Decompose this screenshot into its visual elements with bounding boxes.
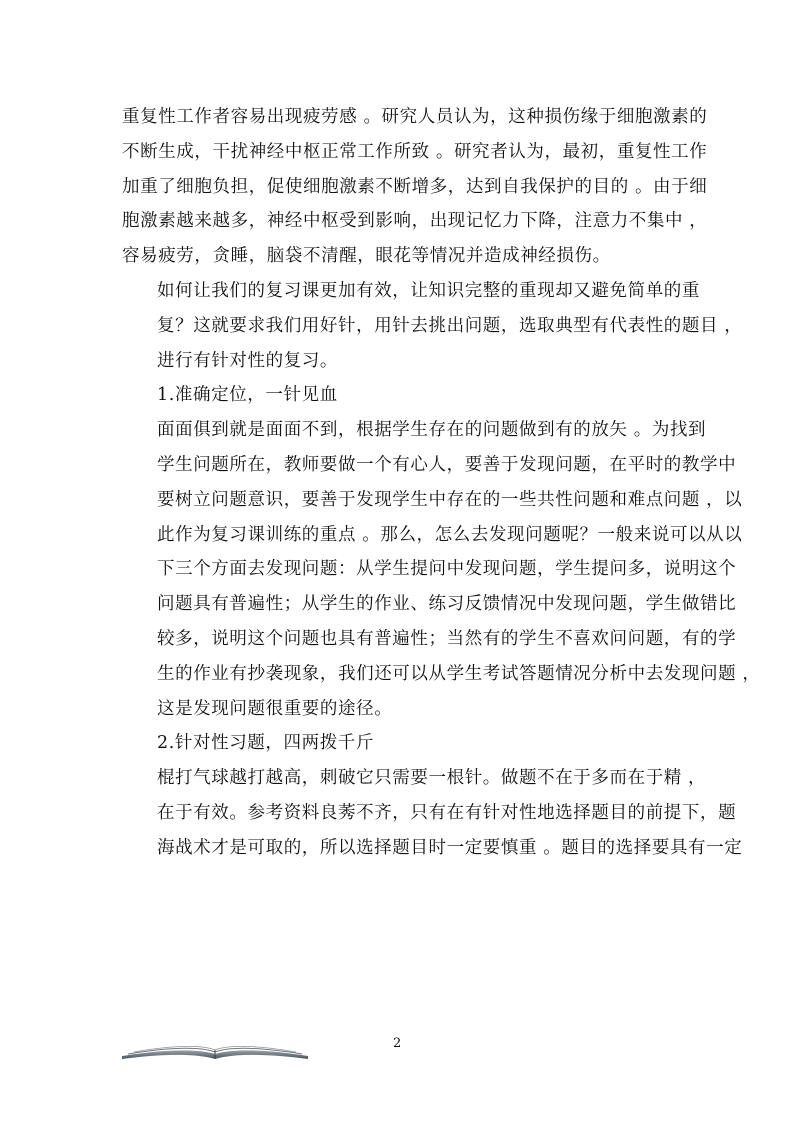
- open-book-icon: [120, 1040, 310, 1060]
- text-line: 1.准确定位，一针见血: [157, 385, 338, 406]
- text-line: 重复性工作者容易出现疲劳感 。研究人员认为，这种损伤缘于细胞激素的: [122, 107, 708, 127]
- text-line: 如何让我们的复习课更加有效，让知识完整的重现却又避免简单的重: [157, 280, 700, 301]
- text-line: 胞激素越来越多，神经中枢受到影响，出现记忆力下降，注意力不集中 ，: [122, 211, 708, 232]
- text-line: 加重了细胞负担，促使细胞激素不断增多，达到自我保护的目的 。由于细: [122, 176, 708, 197]
- text-line: 此作为复习课训练的重点 。那么，怎么去发现问题呢？一般来说可以从以: [157, 524, 743, 545]
- page-number: 2: [393, 1036, 402, 1051]
- paragraph: [122, 761, 743, 865]
- text-line: 海战术才是可取的，所以选择题目时一定要慎重 。题目的选择要具有一定: [157, 837, 743, 858]
- text-line: 这是发现问题很重要的途径。: [157, 698, 393, 719]
- paragraph: [122, 274, 743, 378]
- paragraph: [122, 100, 708, 274]
- paragraph: [122, 413, 761, 726]
- paragraph: [122, 378, 682, 413]
- text-line: 问题具有普遍性；从学生的作业、练习反馈情况中发现问题，学生做错比: [157, 594, 737, 615]
- text-line: 较多，说明这个问题也具有普遍性；当然有的学生不喜欢问问题，有的学: [157, 628, 737, 649]
- text-line: 面面俱到就是面面不到，根据学生存在的问题做到有的放矢 。为找到: [157, 420, 707, 441]
- document-body: [122, 100, 761, 866]
- text-line: 不断生成，干扰神经中枢正常工作所致 。研究者认为，最初，重复性工作: [122, 141, 708, 162]
- text-line: 学生问题所在，教师要做一个有心人，要善于发现问题，在平时的教学中: [157, 454, 737, 475]
- text-line: 2.针对性习题，四两拨千斤: [157, 733, 374, 754]
- text-line: 在于有效。参考资料良莠不齐，只有在有针对性地选择题目的前提下，题: [157, 802, 737, 823]
- text-line: 下三个方面去发现问题：从学生提问中发现问题，学生提问多，说明这个: [157, 559, 737, 580]
- text-line: 棍打气球越打越高，刺破它只需要一根针。做题不在于多而在于精 ，: [157, 768, 707, 789]
- text-line: 要树立问题意识，要善于发现学生中存在的一些共性问题和难点问题 ，以: [157, 489, 743, 510]
- text-line: 生的作业有抄袭现象，我们还可以从学生考试答题情况分析中去发现问题 ，: [157, 663, 761, 684]
- text-line: 复？这就要求我们用好针，用针去挑出问题，选取典型有代表性的题目 ，: [157, 315, 743, 336]
- paragraph: [122, 726, 682, 761]
- text-line: 进行有针对性的复习。: [157, 350, 338, 371]
- text-line: 容易疲劳，贪睡，脑袋不清醒，眼花等情况并造成神经损伤。: [122, 246, 611, 267]
